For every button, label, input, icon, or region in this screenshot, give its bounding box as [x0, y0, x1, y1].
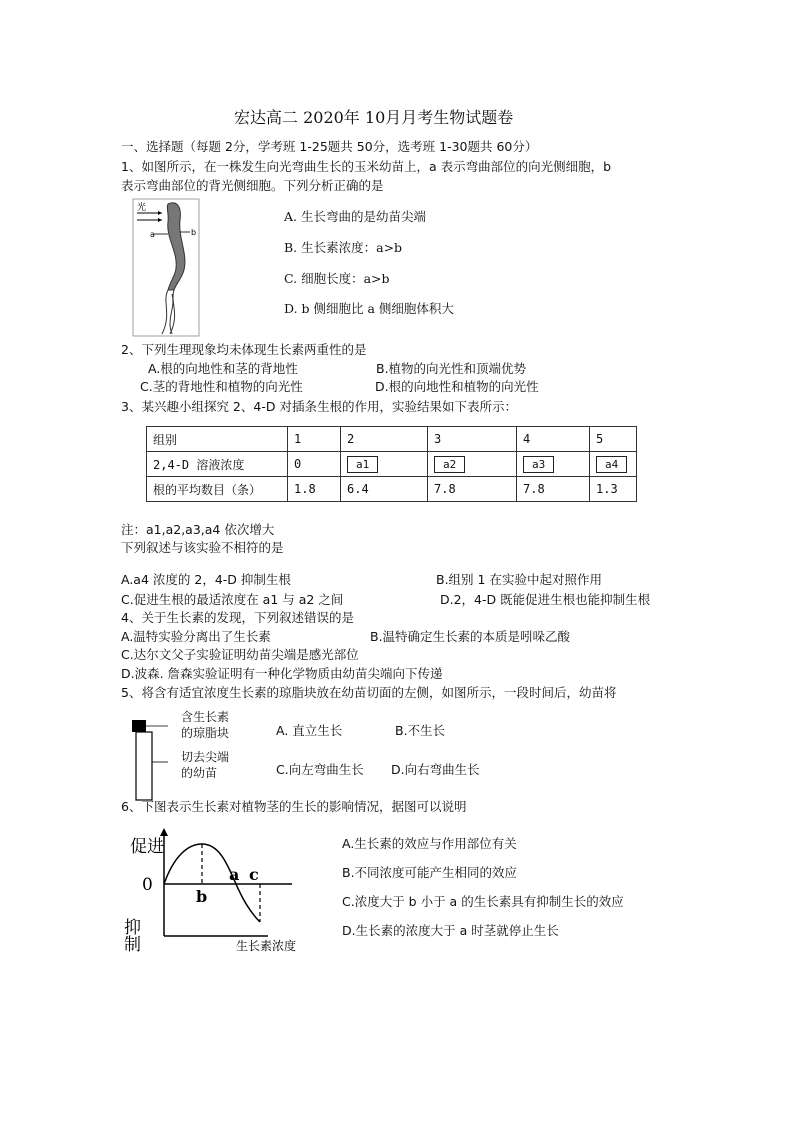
concentration-a4-box: a4: [596, 456, 627, 473]
point-c-label: c: [249, 865, 259, 884]
q1-stem-line1: 1、如图所示，在一株发生向光弯曲生长的玉米幼苗上，a 表示弯曲部位的向光侧细胞，b: [121, 159, 612, 174]
agar-block-figure: [128, 716, 168, 802]
q1-option-d[interactable]: D. b 侧细胞比 a 侧细胞体积大: [284, 301, 454, 316]
fig-light-label: 光: [137, 203, 147, 213]
q3-stem: 3、某兴趣小组探究 2、4-D 对插条生根的作用，实验结果如下表所示：: [121, 399, 517, 414]
y-label-promote: 促进: [130, 837, 164, 857]
q6-option-a[interactable]: A.生长素的效应与作用部位有关: [342, 836, 517, 851]
table-cell: 2: [341, 427, 428, 452]
q1-stem-line2: 表示弯曲部位的背光侧细胞。下列分析正确的是: [121, 178, 384, 193]
table-cell: 3: [428, 427, 517, 452]
q4-option-d[interactable]: D.波森. 詹森实验证明有一种化学物质由幼苗尖端向下传递: [121, 666, 443, 681]
q4-option-b[interactable]: B.温特确定生长素的本质是吲哚乙酸: [370, 629, 571, 644]
q1-option-a[interactable]: A. 生长弯曲的是幼苗尖端: [284, 209, 426, 224]
table-cell: [428, 452, 517, 477]
agar-label-1: 含生长素: [181, 710, 230, 724]
table-cell: 组别: [147, 427, 288, 452]
experiment-table: [146, 426, 637, 502]
q5-option-b[interactable]: B.不生长: [395, 723, 446, 738]
concentration-a1-box: a1: [347, 456, 378, 473]
q6-option-c[interactable]: C.浓度大于 b 小于 a 的生长素具有抑制生长的效应: [342, 894, 624, 909]
point-a-label: a: [229, 865, 240, 884]
q6-option-b[interactable]: B.不同浓度可能产生相同的效应: [342, 865, 518, 880]
agar-label-2: 的琼脂块: [181, 726, 230, 740]
q4-option-c[interactable]: C.达尔文父子实验证明幼苗尖端是感光部位: [121, 647, 359, 662]
q4-option-a[interactable]: A.温特实验分离出了生长素: [121, 629, 271, 644]
table-cell: 1.3: [590, 477, 637, 502]
table-cell: 2,4-D 溶液浓度: [147, 452, 288, 477]
q2-option-b[interactable]: B.植物的向光性和顶端优势: [376, 361, 527, 376]
table-cell: 根的平均数目（条）: [147, 477, 288, 502]
q5-option-c[interactable]: C.向左弯曲生长: [276, 762, 364, 777]
table-cell: 5: [590, 427, 637, 452]
q3-option-c[interactable]: C.促进生根的最适浓度在 a1 与 a2 之间: [121, 592, 344, 607]
q3-note: 注：a1,a2,a3,a4 依次增大: [121, 522, 275, 537]
q3-ask: 下列叙述与该实验不相符的是: [121, 540, 284, 555]
q2-option-c[interactable]: C.茎的背地性和植物的向光性: [140, 379, 303, 394]
q5-stem: 5、将含有适宜浓度生长素的琼脂块放在幼苗切面的左侧，如图所示，一段时间后，幼苗将: [121, 685, 617, 700]
seedling-figure: [132, 198, 202, 338]
x-axis-label: 生长素浓度: [236, 939, 297, 953]
table-cell: 7.8: [517, 477, 590, 502]
q5-option-d[interactable]: D.向右弯曲生长: [391, 762, 480, 777]
q3-option-b[interactable]: B.组别 1 在实验中起对照作用: [436, 572, 602, 587]
q3-option-a[interactable]: A.a4 浓度的 2，4-D 抑制生根: [121, 572, 291, 587]
auxin-response-graph: [120, 826, 308, 958]
q1-option-c[interactable]: C. 细胞长度：a>b: [284, 271, 390, 286]
q1-option-b[interactable]: B. 生长素浓度：a>b: [284, 240, 403, 255]
seedling-label-1: 切去尖端: [181, 750, 230, 764]
q6-stem: 6、下图表示生长素对植物茎的生长的影响情况，据图可以说明: [121, 799, 467, 814]
q5-option-a[interactable]: A. 直立生长: [276, 723, 343, 738]
fig-b-label: b: [191, 228, 197, 237]
table-cell: [590, 452, 637, 477]
q3-option-d[interactable]: D.2，4-D 既能促进生根也能抑制生根: [440, 592, 651, 607]
table-cell: 7.8: [428, 477, 517, 502]
section-heading: 一、选择题（每题 2分，学考班 1-25题共 50分，选考班 1-30题共 60分）: [121, 139, 538, 154]
table-cell: 6.4: [341, 477, 428, 502]
table-row: [147, 427, 637, 452]
table-cell: 0: [288, 452, 341, 477]
point-b-label: b: [196, 887, 208, 906]
concentration-a2-box: a2: [434, 456, 465, 473]
page-title: 宏达高二 2020年 10月月考生物试题卷: [234, 108, 514, 127]
q2-stem: 2、下列生理现象均未体现生长素两重性的是: [121, 342, 367, 357]
table-cell: 1.8: [288, 477, 341, 502]
q2-option-d[interactable]: D.根的向地性和植物的向光性: [375, 379, 539, 394]
y-label-zero: 0: [142, 875, 153, 895]
q6-option-d[interactable]: D.生长素的浓度大于 a 时茎就停止生长: [342, 923, 559, 938]
table-row: [147, 477, 637, 502]
q2-option-a[interactable]: A.根的向地性和茎的背地性: [148, 361, 298, 376]
y-label-inhibit: 抑制: [120, 918, 140, 952]
q4-stem: 4、关于生长素的发现，下列叙述错误的是: [121, 610, 354, 625]
table-cell: 1: [288, 427, 341, 452]
table-row: [147, 452, 637, 477]
concentration-a3-box: a3: [523, 456, 554, 473]
table-cell: [341, 452, 428, 477]
seedling-label-2: 的幼苗: [181, 766, 218, 780]
fig-a-label: a: [150, 230, 155, 239]
table-cell: 4: [517, 427, 590, 452]
table-cell: [517, 452, 590, 477]
